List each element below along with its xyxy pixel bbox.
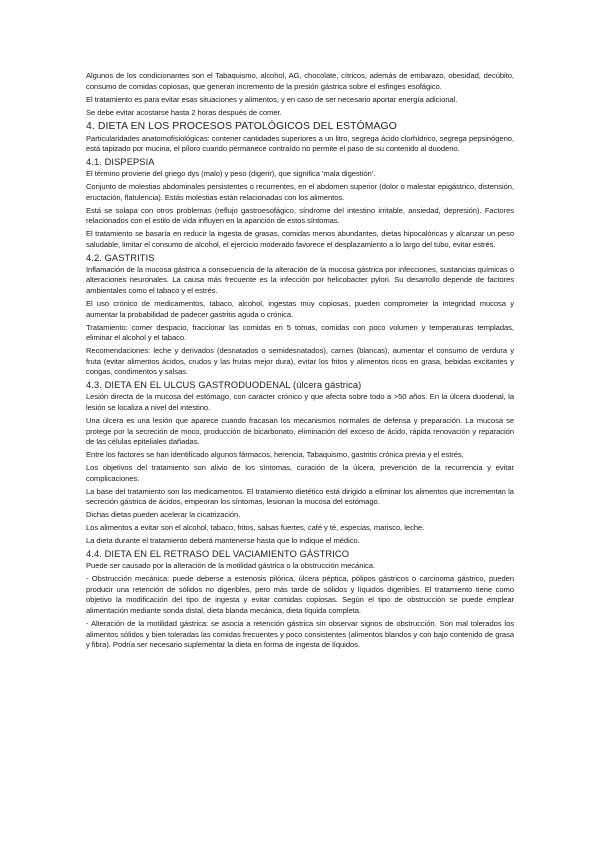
section-4-2-heading: 4.2. GASTRITIS xyxy=(86,252,155,263)
section-4-3-paragraph-8: La dieta durante el tratamiento deberá mantenerse hasta que lo indique el médico. xyxy=(86,536,360,546)
section-4-3-paragraph-6: Dichas dietas pueden acelerar la cicatrización. xyxy=(86,510,241,520)
section-4-3-paragraph-3: Entre los factores se han identificado algunos fármacos, herencia, Tabaquismo, gastritis crónica previa y el estrés, xyxy=(86,450,464,460)
section-4-2-paragraph-1: Inflamación de la mucosa gástrica a consecuencia de la alteración de la mucosa gástrica por infecciones, sustancias químicas o alteraciones neuronales. La causa más frecuente es la infección por helicobacter pylori. Su desarrollo depende de factores ambientales como el tabaco y el estrés. xyxy=(86,264,514,296)
section-4-2-paragraph-4: Recomendaciones: leche y derivados (desnatados o semidesnatados), carnes (blancas), aumentar el consumo de verdura y fruta (evitar alimentos ácidos, crudos y las frutas mejor dura), evitar los fritos y alimentos ricos en grasa, bebidas excitantes y congas, condimentos y salsas. xyxy=(86,346,514,377)
section-4-heading: 4. DIETA EN LOS PROCESOS PATOLÓGICOS DEL ESTÓMAGO xyxy=(86,120,397,132)
section-4-1-paragraph-1: El término proviene del griego dys (malo) y peso (digerir), que significa 'mala digestión'. xyxy=(86,169,376,179)
section-4-4-heading: 4.4. DIETA EN EL RETRASO DEL VACIAMIENTO GÁSTRICO xyxy=(86,549,350,560)
section-4-4-paragraph-3: - Alteración de la motilidad gástrica: se asocia a retención gástrica sin observar signos de obstrucción. Son mal tolerados los alimentos sólidos y bien toleradas las comidas frecuentes y poco consistentes (alimentos blandos y con bajo contenido de grasa y fibra). Podría ser necesario suplementar la dieta en forma de ingesta de líquidos. xyxy=(86,618,514,650)
intro-paragraph-3: Se debe evitar acostarse hasta 2 horas después de comer. xyxy=(86,107,282,117)
section-4-4-paragraph-1: Puede ser causado por la alteración de la motilidad gástrica o la obstrucción mecánica. xyxy=(86,561,376,571)
section-4-paragraph-1: Particularidades anatomofisiológicas: contener cantidades superiores a un litro, segrega ácido clorhídrico, segrega pepsinógeno, está tapizado por mucina, el píloro cuando permanece contraído no permite el paso de su contenido al duodeno. xyxy=(86,133,514,154)
section-4-3-paragraph-4: Los objetivos del tratamiento son alivio de los síntomas, curación de la úlcera, prevención de la recurrencia y evitar complicaciones. xyxy=(86,463,514,483)
section-4-1-heading: 4.1. DISPEPSIA xyxy=(86,157,155,168)
document-page xyxy=(86,71,514,653)
section-4-1-paragraph-3: Está se solapa con otros problemas (reflujo gastroesofágico, síndrome del intestino irritable, ansiedad, depresión). Factores relacionados con el estilo de vida influyen en la aparición de estos síntomas. xyxy=(86,205,514,226)
section-4-2-paragraph-2: El uso crónico de medicamentos, tabaco, alcohol, ingestas muy copiosas, pueden comprometer la integridad mucosa y aumentar la probabilidad de padecer gastritis aguda o crónica. xyxy=(86,299,514,319)
section-4-4-paragraph-2: - Obstrucción mecánica: puede deberse a estenosis pilórica, úlcera péptica, pólipos gástricos o carcinoma gástrico, pueden producir una retención de sólidos no digeribles, pero más tarde de sólidos y líquidos digeribles. El tratamiento tiene como objetivo la modificación del tipo de ingesta y evitar comidas copiosas. Según el tipo de obstrucción se puede emplear alimentación mediante sonda distal, dieta blanda mecánica, dieta líquida completa. xyxy=(86,574,514,615)
section-4-3-paragraph-1: Lesión directa de la mucosa del estómago, con carácter crónico y que afecta sobre todo a >50 años. En la úlcera duodenal, la lesión se localiza a nivel del intestino. xyxy=(86,392,514,412)
section-4-3-paragraph-7: Los alimentos a evitar son el alcohol, tabaco, fritos, salsas fuertes, café y té, especias, marisco, leche. xyxy=(86,523,425,533)
section-4-3-paragraph-2: Una úlcera es una lesión que aparece cuando fracasan los mecanismos normales de defensa y preparación. La mucosa se protege por la secreción de moco, producción de bicarbonato, eliminación del exceso de ácido, rápida renovación y reparación de las células epiteliales dañadas. xyxy=(86,415,514,447)
intro-paragraph-1: Algunos de los condicionantes son el Tabaquismo, alcohol, AG, chocolate, cítricos, además de embarazo, obesidad, decúbito, consumo de comidas copiosas, que generan incremento de la presión gástrica sobre el esfinges esofágico. xyxy=(86,71,514,91)
section-4-2-paragraph-3: Tratamiento: comer despacio, fraccionar las comidas en 5 tomas, comidas con poco volumen y temperaturas templadas, eliminar el alcohol y el tabaco. xyxy=(86,322,514,343)
section-4-1-paragraph-4: El tratamiento se basaría en reducir la ingesta de grasas, comidas menos abundantes, dietas hipocalóricas y alcanzar un peso saludable, limitar el consumo de alcohol, el ejercicio moderado favorece el desplazamiento a lo largo del tubo, evitar estrés. xyxy=(86,229,514,249)
intro-paragraph-2: El tratamiento es para evitar esas situaciones y alimentos, y en caso de ser necesario aportar energía adicional. xyxy=(86,94,458,104)
section-4-3-heading: 4.3. DIETA EN EL ULCUS GASTRODUODENAL (úlcera gástrica) xyxy=(86,380,362,391)
section-4-3-paragraph-5: La base del tratamiento son los medicamentos. El tratamiento dietético está dirigido a eliminar los alimentos que incrementan la secreción gástrica de ácidos, empeoran los síntomas, lesionan la mucosa del estómago. xyxy=(86,486,514,507)
section-4-1-paragraph-2: Conjunto de molestias abdominales persistentes o recurrentes, en el abdomen superior (dolor o malestar epigástrico, distensión, eructación, flatulencia). Estás molestias están relacionadas con los alimentos. xyxy=(86,182,514,202)
